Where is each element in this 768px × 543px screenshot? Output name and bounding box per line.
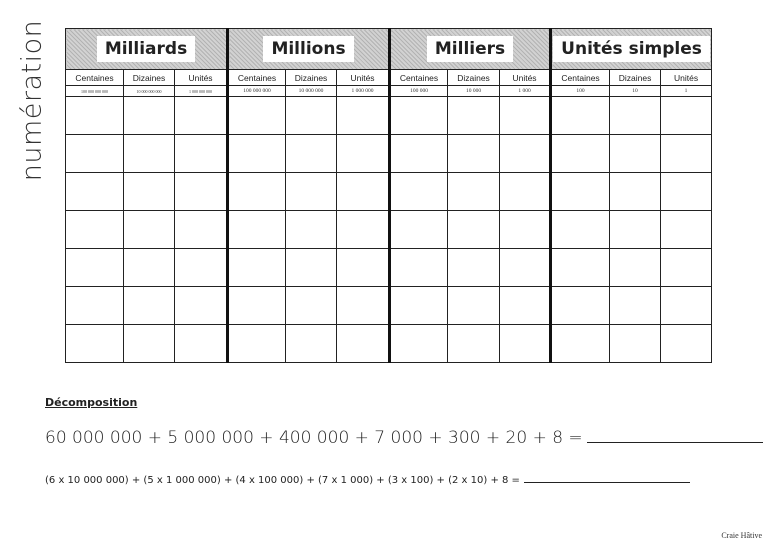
blank-cell <box>551 287 610 325</box>
blank-row <box>66 249 712 287</box>
place-value: 100 <box>551 86 610 97</box>
blank-cell <box>337 287 390 325</box>
decomposition-line-2 <box>45 475 690 486</box>
blank-row <box>66 325 712 363</box>
blank-cell <box>661 173 712 211</box>
place-value: 1 000 000 000 <box>175 86 228 97</box>
blank-cell <box>175 135 228 173</box>
class-header-millions <box>228 29 390 70</box>
blank-cell <box>610 135 661 173</box>
blank-cell <box>66 97 124 135</box>
blank-cell <box>228 287 286 325</box>
blank-cell <box>337 97 390 135</box>
blank-cell <box>390 325 448 363</box>
rank-label: Unités <box>500 70 551 86</box>
place-value: 100 000 000 <box>228 86 286 97</box>
blank-cell <box>175 287 228 325</box>
blank-cell <box>66 135 124 173</box>
class-label: Milliers <box>427 36 513 62</box>
blank-cell <box>661 97 712 135</box>
blank-cell <box>610 211 661 249</box>
class-header-row <box>66 29 712 70</box>
blank-cell <box>448 211 500 249</box>
answer-blank-1 <box>587 441 763 443</box>
blank-cell <box>500 325 551 363</box>
decomposition-expression-2: (6 x 10 000 000) + (5 x 1 000 000) + (4 x 100 000) + (7 x 1 000) + (3 x 100) + (2 x 10) + 8 = <box>45 475 520 486</box>
blank-cell <box>124 211 175 249</box>
class-header-milliards <box>66 29 228 70</box>
blank-cell <box>390 97 448 135</box>
blank-cell <box>661 287 712 325</box>
blank-cell <box>124 249 175 287</box>
blank-cell <box>175 211 228 249</box>
blank-cell <box>228 249 286 287</box>
blank-row <box>66 211 712 249</box>
blank-cell <box>500 287 551 325</box>
blank-cell <box>286 211 337 249</box>
rank-label: Unités <box>337 70 390 86</box>
blank-cell <box>337 249 390 287</box>
blank-cell <box>286 249 337 287</box>
blank-cell <box>661 211 712 249</box>
blank-cell <box>124 135 175 173</box>
blank-cell <box>500 211 551 249</box>
blank-cell <box>390 135 448 173</box>
blank-cell <box>175 173 228 211</box>
blank-cell <box>390 173 448 211</box>
rank-label: Centaines <box>390 70 448 86</box>
blank-cell <box>448 97 500 135</box>
blank-cell <box>124 287 175 325</box>
blank-cell <box>500 249 551 287</box>
blank-cell <box>228 135 286 173</box>
answer-blank-2 <box>524 481 690 483</box>
blank-cell <box>448 173 500 211</box>
class-label: Milliards <box>97 36 195 62</box>
blank-cell <box>175 97 228 135</box>
blank-cell <box>337 173 390 211</box>
blank-cell <box>500 97 551 135</box>
blank-cell <box>228 211 286 249</box>
blank-cell <box>337 211 390 249</box>
blank-cell <box>551 211 610 249</box>
place-value: 10 <box>610 86 661 97</box>
class-header-milliers <box>390 29 551 70</box>
side-title-text: numération <box>16 19 48 181</box>
blank-cell <box>551 325 610 363</box>
blank-cell <box>551 97 610 135</box>
blank-cell <box>500 173 551 211</box>
blank-cell <box>500 135 551 173</box>
blank-row <box>66 97 712 135</box>
place-value: 1 000 000 <box>337 86 390 97</box>
blank-cell <box>66 173 124 211</box>
rank-label: Centaines <box>66 70 124 86</box>
blank-cell <box>337 135 390 173</box>
place-value: 1 000 <box>500 86 551 97</box>
decomposition-line-1 <box>45 428 763 448</box>
blank-cell <box>66 325 124 363</box>
blank-cell <box>390 249 448 287</box>
blank-cell <box>610 173 661 211</box>
rank-header-row <box>66 70 712 86</box>
blank-cell <box>286 135 337 173</box>
blank-cell <box>228 325 286 363</box>
blank-row <box>66 135 712 173</box>
blank-cell <box>228 173 286 211</box>
blank-cell <box>337 325 390 363</box>
blank-cell <box>124 97 175 135</box>
place-value-row <box>66 86 712 97</box>
blank-cell <box>610 287 661 325</box>
rank-label: Dizaines <box>448 70 500 86</box>
rank-label: Unités <box>661 70 712 86</box>
credit: Craie Hâtive <box>721 531 762 540</box>
blank-cell <box>286 325 337 363</box>
blank-cell <box>286 97 337 135</box>
blank-cell <box>124 173 175 211</box>
blank-cell <box>286 173 337 211</box>
rank-label: Dizaines <box>124 70 175 86</box>
numeration-table <box>65 28 712 363</box>
rank-label: Unités <box>175 70 228 86</box>
blank-cell <box>175 325 228 363</box>
side-title <box>14 19 50 181</box>
blank-cell <box>66 287 124 325</box>
blank-cell <box>448 135 500 173</box>
blank-row <box>66 287 712 325</box>
blank-cell <box>448 249 500 287</box>
blank-cell <box>66 211 124 249</box>
blank-cell <box>228 97 286 135</box>
blank-cell <box>286 287 337 325</box>
class-label: Millions <box>263 36 353 62</box>
place-value: 10 000 000 <box>286 86 337 97</box>
rank-label: Centaines <box>551 70 610 86</box>
place-value: 1 <box>661 86 712 97</box>
blank-cell <box>66 249 124 287</box>
place-value: 10 000 <box>448 86 500 97</box>
blank-cell <box>661 135 712 173</box>
blank-cell <box>448 287 500 325</box>
blank-cell <box>124 325 175 363</box>
blank-cell <box>551 135 610 173</box>
blank-cell <box>390 211 448 249</box>
rank-label: Dizaines <box>286 70 337 86</box>
blank-cell <box>610 325 661 363</box>
rank-label: Dizaines <box>610 70 661 86</box>
blank-row <box>66 173 712 211</box>
blank-cell <box>175 249 228 287</box>
blank-cell <box>661 325 712 363</box>
decomposition-expression-1: 60 000 000 + 5 000 000 + 400 000 + 7 000 + 300 + 20 + 8 = <box>45 428 583 448</box>
class-label: Unités simples <box>553 36 710 62</box>
blank-cell <box>610 97 661 135</box>
blank-cell <box>610 249 661 287</box>
place-value: 10 000 000 000 <box>124 86 175 97</box>
blank-cell <box>390 287 448 325</box>
place-value: 100 000 000 000 <box>66 86 124 97</box>
rank-label: Centaines <box>228 70 286 86</box>
place-value: 100 000 <box>390 86 448 97</box>
decomposition-title: Décomposition <box>45 396 138 409</box>
blank-cell <box>661 249 712 287</box>
class-header-unites-simples <box>551 29 712 70</box>
blank-cell <box>448 325 500 363</box>
blank-cell <box>551 249 610 287</box>
blank-cell <box>551 173 610 211</box>
